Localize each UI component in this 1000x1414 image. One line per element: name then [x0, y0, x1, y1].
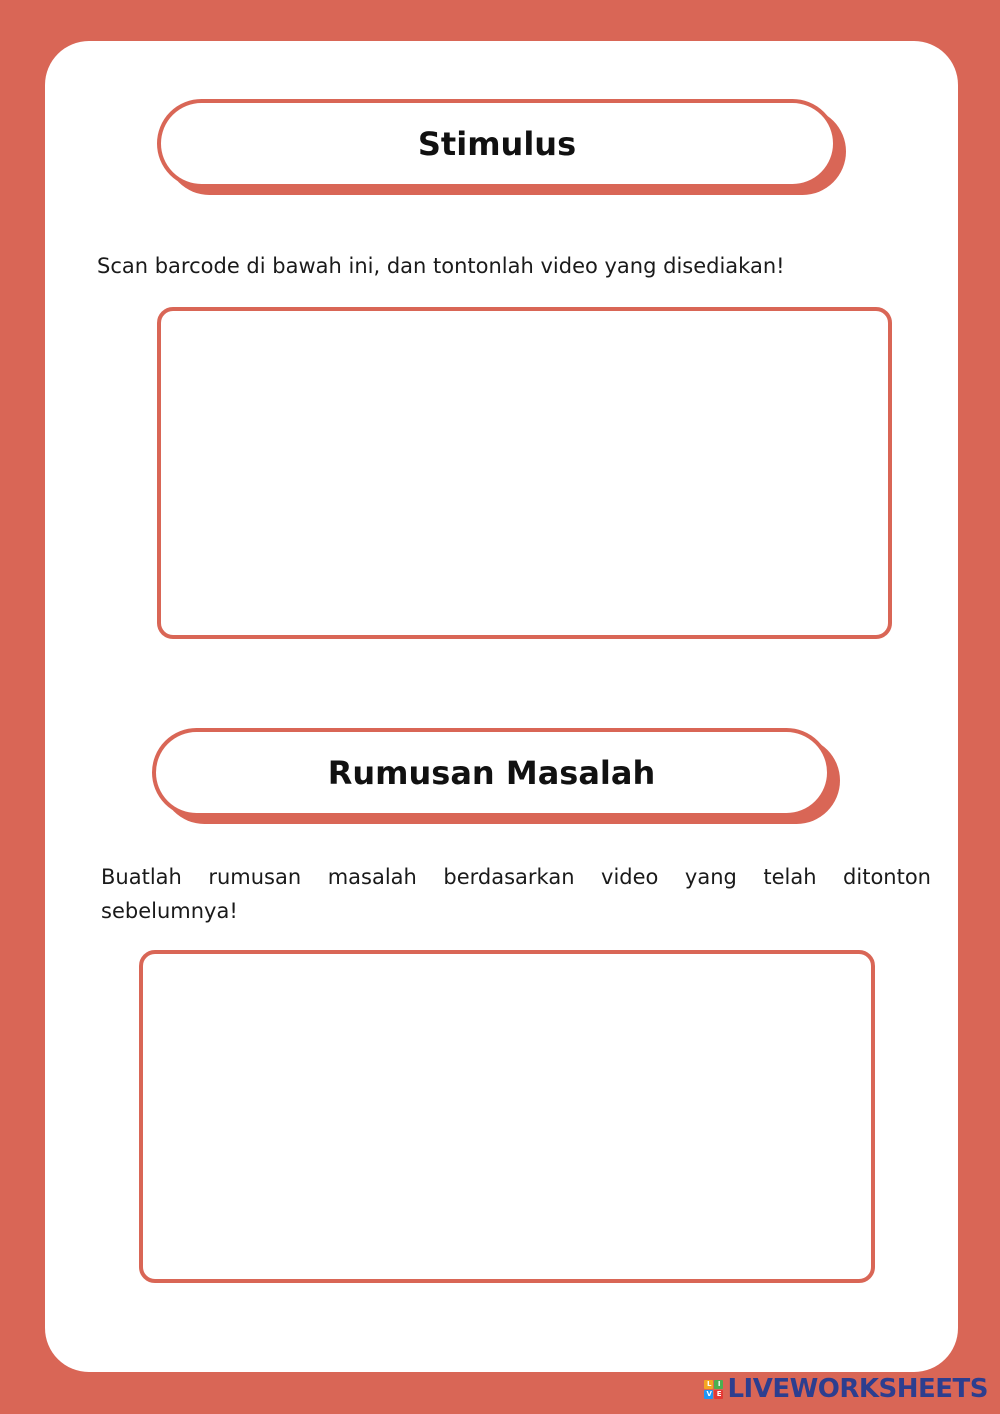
logo-letter-l: L: [704, 1380, 713, 1389]
stimulus-header: [157, 99, 837, 188]
liveworksheets-logo-icon: [704, 1380, 723, 1399]
logo-letter-e: E: [714, 1390, 723, 1399]
rumusan-instruction: Buatlah rumusan masalah berdasarkan video yang telah ditonton sebelumnya!: [101, 865, 931, 923]
logo-letter-v: V: [704, 1390, 713, 1399]
brand-name: LIVEWORKSHEETS: [727, 1374, 988, 1404]
rumusan-title: Rumusan Masalah: [327, 753, 656, 792]
rumusan-answer-box[interactable]: [139, 950, 875, 1283]
stimulus-instruction: Scan barcode di bawah ini, dan tontonlah video yang disediakan!: [97, 254, 785, 278]
stimulus-barcode-box[interactable]: [157, 307, 892, 639]
stimulus-title: Stimulus: [417, 124, 577, 163]
logo-letter-i: I: [714, 1380, 723, 1389]
liveworksheets-logo: [704, 1374, 988, 1404]
rumusan-header: [152, 728, 831, 817]
